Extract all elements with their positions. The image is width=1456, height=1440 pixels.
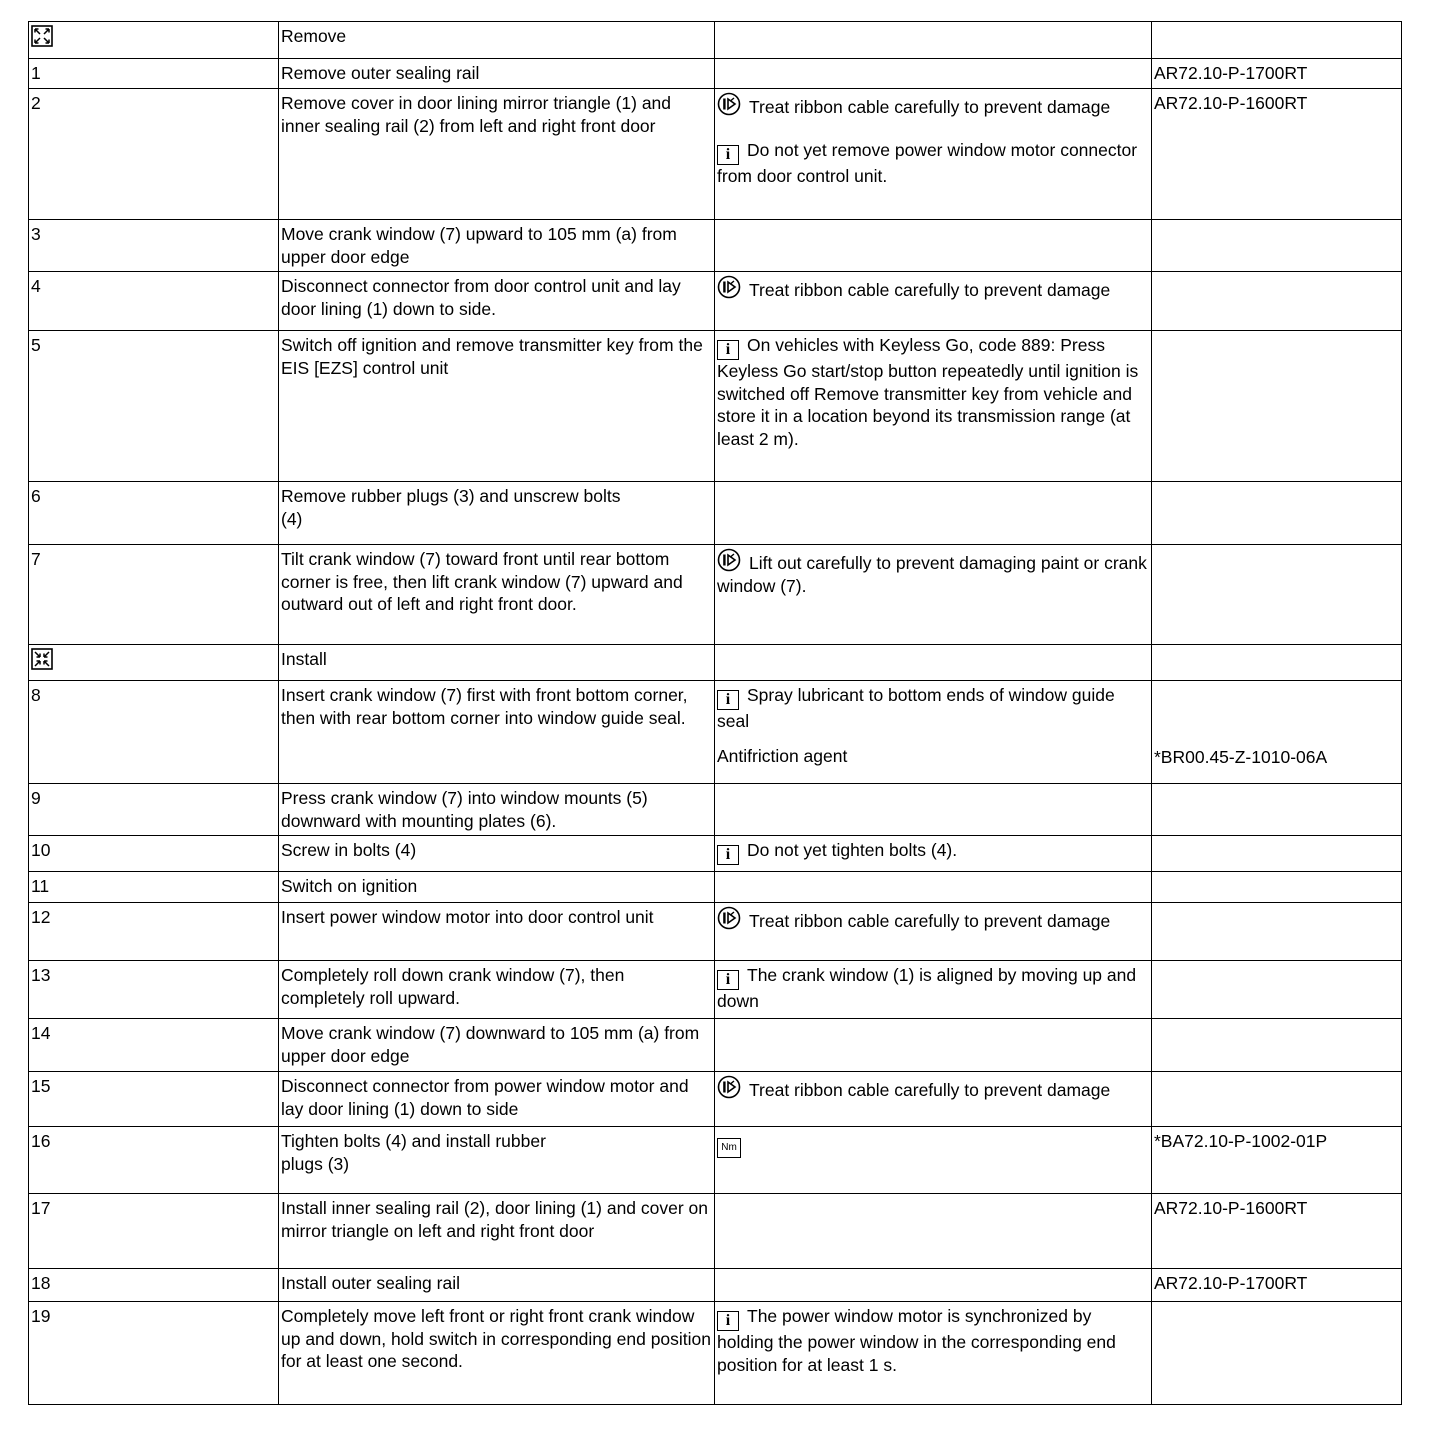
action-cell: Move crank window (7) upward to 105 mm (a) from upper door edge <box>279 220 715 272</box>
note-cell: i The crank window (1) is aligned by moving up and down <box>715 961 1152 1019</box>
table-row <box>29 331 1402 482</box>
table-row <box>29 89 1402 220</box>
note-cell <box>715 784 1152 836</box>
info-icon: i <box>717 845 739 865</box>
action-cell: Disconnect connector from door control unit and lay door lining (1) down to side. <box>279 272 715 331</box>
note-cell <box>715 1194 1152 1269</box>
action-cell: Insert power window motor into door control unit <box>279 903 715 961</box>
ref-cell <box>1152 872 1402 903</box>
action-cell: Completely roll down crank window (7), then completely roll upward. <box>279 961 715 1019</box>
action-cell: Press crank window (7) into window mounts (5) downward with mounting plates (6). <box>279 784 715 836</box>
ref-link[interactable]: *BA72.10-P-1002-01P <box>1152 1127 1402 1194</box>
step-cell <box>29 22 279 59</box>
note-cell <box>715 645 1152 681</box>
table-row <box>29 545 1402 645</box>
table-row <box>29 482 1402 545</box>
table-row <box>29 961 1402 1019</box>
caution-icon <box>717 548 741 572</box>
note-cell <box>715 482 1152 545</box>
ref-link[interactable]: AR72.10-P-1700RT <box>1152 1269 1402 1302</box>
table-row <box>29 681 1402 784</box>
step-cell: 11 <box>29 872 279 903</box>
note-cell <box>715 872 1152 903</box>
note-cell: Lift out carefully to prevent damaging paint or crank window (7). <box>715 545 1152 645</box>
table-row <box>29 872 1402 903</box>
ref-cell <box>1152 836 1402 872</box>
action-cell: Tighten bolts (4) and install rubber plugs (3) <box>279 1127 715 1194</box>
action-cell: Install <box>279 645 715 681</box>
step-cell: 3 <box>29 220 279 272</box>
table-row <box>29 1072 1402 1127</box>
note-cell: i Spray lubricant to bottom ends of window guide seal Antifriction agent <box>715 681 1152 784</box>
ref-cell <box>1152 961 1402 1019</box>
table-row <box>29 836 1402 872</box>
step-cell: 10 <box>29 836 279 872</box>
step-cell: 2 <box>29 89 279 220</box>
remove-section-icon <box>31 25 53 47</box>
table-row <box>29 1127 1402 1194</box>
note-cell <box>715 22 1152 59</box>
table-row <box>29 59 1402 89</box>
ref-link[interactable]: AR72.10-P-1600RT <box>1152 1194 1402 1269</box>
caution-icon <box>717 906 741 930</box>
note-cell: Treat ribbon cable carefully to prevent damage <box>715 1072 1152 1127</box>
note-cell: Treat ribbon cable carefully to prevent damage <box>715 903 1152 961</box>
step-cell: 6 <box>29 482 279 545</box>
ref-cell <box>1152 784 1402 836</box>
table-row <box>29 272 1402 331</box>
table-row <box>29 1019 1402 1072</box>
step-cell: 8 <box>29 681 279 784</box>
ref-cell <box>1152 1019 1402 1072</box>
action-cell: Disconnect connector from power window motor and lay door lining (1) down to side <box>279 1072 715 1127</box>
ref-cell <box>1152 1302 1402 1405</box>
step-cell: 12 <box>29 903 279 961</box>
table-row <box>29 1269 1402 1302</box>
table-row <box>29 903 1402 961</box>
step-cell: 1 <box>29 59 279 89</box>
action-cell: Remove outer sealing rail <box>279 59 715 89</box>
step-cell <box>29 645 279 681</box>
note-cell <box>715 59 1152 89</box>
action-cell: Switch off ignition and remove transmitter key from the EIS [EZS] control unit <box>279 331 715 482</box>
ref-link[interactable]: *BR00.45-Z-1010-06A <box>1152 681 1402 784</box>
table-row <box>29 22 1402 59</box>
note-cell: Treat ribbon cable carefully to prevent damage i Do not yet remove power window motor connector from door control unit. <box>715 89 1152 220</box>
agent-label: Antifriction agent <box>717 745 848 766</box>
action-cell: Completely move left front or right front crank window up and down, hold switch in corresponding end position for at least one second. <box>279 1302 715 1405</box>
action-cell: Move crank window (7) downward to 105 mm (a) from upper door edge <box>279 1019 715 1072</box>
ref-cell <box>1152 272 1402 331</box>
note-cell <box>715 1019 1152 1072</box>
table-row <box>29 1302 1402 1405</box>
install-section-icon <box>31 648 53 670</box>
action-cell: Tilt crank window (7) toward front until rear bottom corner is free, then lift crank window (7) upward and outward out of left and right front door. <box>279 545 715 645</box>
action-cell: Install inner sealing rail (2), door lining (1) and cover on mirror triangle on left and right front door <box>279 1194 715 1269</box>
note-cell <box>715 1269 1152 1302</box>
step-cell: 18 <box>29 1269 279 1302</box>
ref-link[interactable]: AR72.10-P-1600RT <box>1152 89 1402 220</box>
note-cell: i Do not yet tighten bolts (4). <box>715 836 1152 872</box>
info-icon: i <box>717 145 739 165</box>
table-row <box>29 1194 1402 1269</box>
ref-link[interactable]: AR72.10-P-1700RT <box>1152 59 1402 89</box>
step-cell: 15 <box>29 1072 279 1127</box>
action-cell: Install outer sealing rail <box>279 1269 715 1302</box>
step-cell: 17 <box>29 1194 279 1269</box>
info-icon: i <box>717 340 739 360</box>
action-cell: Insert crank window (7) first with front bottom corner, then with rear bottom corner into window guide seal. <box>279 681 715 784</box>
step-cell: 9 <box>29 784 279 836</box>
step-cell: 13 <box>29 961 279 1019</box>
caution-icon <box>717 92 741 116</box>
step-cell: 5 <box>29 331 279 482</box>
ref-cell <box>1152 1072 1402 1127</box>
step-cell: 19 <box>29 1302 279 1405</box>
info-icon: i <box>717 690 739 710</box>
action-cell: Screw in bolts (4) <box>279 836 715 872</box>
action-cell: Switch on ignition <box>279 872 715 903</box>
action-cell: Remove cover in door lining mirror triangle (1) and inner sealing rail (2) from left and right front door <box>279 89 715 220</box>
note-cell <box>715 220 1152 272</box>
ref-cell <box>1152 545 1402 645</box>
caution-icon <box>717 1075 741 1099</box>
ref-cell <box>1152 903 1402 961</box>
procedure-table <box>28 21 1402 1405</box>
caution-icon <box>717 275 741 299</box>
step-cell: 4 <box>29 272 279 331</box>
info-icon: i <box>717 1311 739 1331</box>
table-row <box>29 220 1402 272</box>
note-cell: Treat ribbon cable carefully to prevent damage <box>715 272 1152 331</box>
ref-cell <box>1152 645 1402 681</box>
step-cell: 14 <box>29 1019 279 1072</box>
action-cell: Remove rubber plugs (3) and unscrew bolts (4) <box>279 482 715 545</box>
action-cell: Remove <box>279 22 715 59</box>
info-icon: i <box>717 970 739 990</box>
ref-cell <box>1152 22 1402 59</box>
table-row <box>29 645 1402 681</box>
note-cell: i The power window motor is synchronized by holding the power window in the corresponding end position for at least 1 s. <box>715 1302 1152 1405</box>
ref-cell <box>1152 220 1402 272</box>
ref-cell <box>1152 331 1402 482</box>
step-cell: 16 <box>29 1127 279 1194</box>
step-cell: 7 <box>29 545 279 645</box>
torque-nm-icon: Nm <box>717 1138 741 1158</box>
note-cell: i On vehicles with Keyless Go, code 889: Press Keyless Go start/stop button repeatedly until ignition is switched off Remove transmitter key from vehicle and store it in a location beyond its transmission range (at least 2 m). <box>715 331 1152 482</box>
ref-cell <box>1152 482 1402 545</box>
table-row <box>29 784 1402 836</box>
note-cell <box>715 1127 1152 1194</box>
